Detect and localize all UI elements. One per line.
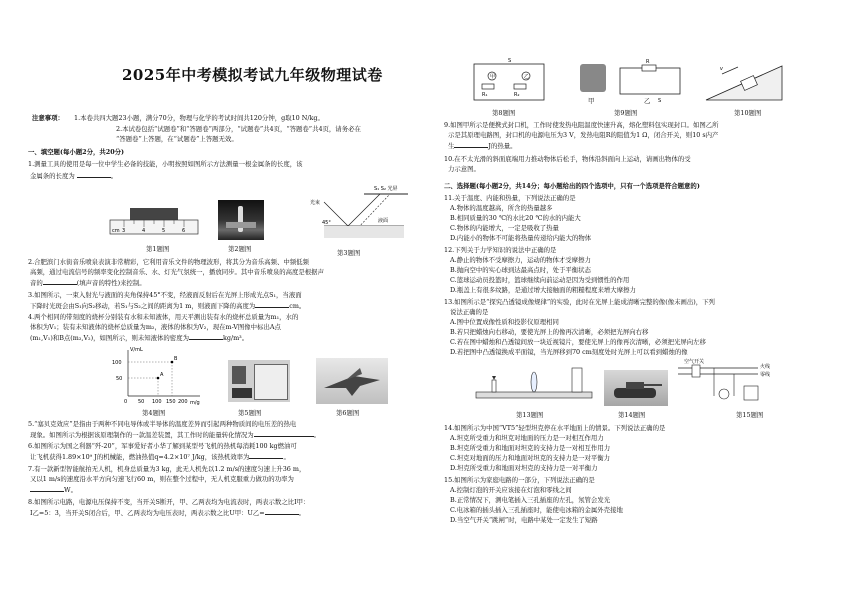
q7-line1: 7.有一款新型智能航拍无人机，机身总质量为3 kg，此无人机先以1.2 m/s的速度匀速上升36 m， (28, 465, 306, 473)
q7-answer-blank[interactable] (30, 485, 64, 492)
q13-stem-line1: 13.如图所示是“探究凸透镜成像规律”的实验，此时在光屏上能成清晰完整的像(像未画出)，下列 (444, 298, 715, 306)
q6-answer-blank[interactable] (249, 452, 283, 459)
figure5-device-photo (228, 360, 290, 402)
point-b-label: B (174, 356, 178, 362)
ruler-tick: 5 (162, 228, 166, 234)
figure2-fountain-photo (218, 200, 264, 240)
angle-label: 45° (322, 220, 331, 226)
q4-text: (m₁,V₁)和B点(m₂,V₂)，如图所示，则未知液体的密度为 (30, 334, 189, 342)
q10-line1: 10.在不太光滑的斜面底端用力推动物体后松手，物体沿斜面向上运动，请画出物体的受 (444, 155, 691, 163)
q4-answer-blank[interactable] (189, 333, 223, 340)
graph-ytick: 100 (112, 360, 122, 366)
q2-line1: 2.合肥滨门水街音乐喷泉表演非常精彩，它利用音乐文件的物理波形，将其分为音乐高频、中频低频 (28, 258, 309, 266)
figure3-reflection (304, 180, 414, 246)
q4-line3 (30, 333, 248, 343)
figure9-circuit (614, 58, 694, 102)
q9-line2: 示是其原理电路图，封口机的电源电压为3 V，发热电阻R的阻值为1 Ω，闭合开关，则10 s内产 (448, 131, 719, 139)
q4-line1: 4.两个相同的带刻度的烧杯分别装有水和未知液体，用天平测出装有水的烧杯总质量为m₁，水的 (28, 313, 299, 321)
graph-ytick: 50 (116, 376, 123, 382)
figure2-caption: 第2题图 (228, 245, 252, 253)
q1-line1: 1.测量工具的使用是每一位中学生必备的技能，小明按照如图所示方法测量一根金属条的长度，该 (28, 160, 303, 168)
ruler-tick: 4 (142, 228, 146, 234)
notice-label: 注意事项： (32, 114, 64, 122)
graph-ylabel: V/mL (130, 347, 143, 353)
q5-line1: 5.“塞贝克效应”是指由于两种不同电导体或半导体的温度差异而引起两种物质间的电压差的热电 (28, 420, 297, 428)
q6-line2 (30, 452, 290, 462)
figure14-tank-photo (604, 370, 668, 406)
notice-line1: 1.本卷共四大题23小题，满分70分，物理与化学的考试时间共120分钟，g取10 N/kg。 (74, 114, 324, 122)
figure9-caption: 第9题图 (614, 109, 638, 117)
switch-label: S (508, 58, 512, 64)
section1-heading: 一、填空题(每小题2分，共20分) (28, 148, 125, 156)
q2-line2: 高频，通过电流信号的频率变化控制音乐、水、灯光气氛统一，播放同步。其中音乐喷泉的高度是根据声 (30, 268, 324, 276)
section2-heading: 二、选择题(每小题2分，共14分；每小题给出的四个选项中，只有一个选项是符合题意的) (444, 182, 700, 190)
point-a-label: A (160, 372, 164, 378)
r1-label: R₁ (482, 92, 488, 98)
q15-option[interactable]: B.正常情况下，测电笔插入三孔插座的左孔，氖管会发光 (450, 496, 611, 504)
q5-text: 现象。如图所示为根据该原理制作的一款温差装置，其工作时的能量转化情况为 (30, 431, 254, 439)
point-b-marker (171, 361, 174, 364)
q10-line2: 力示意图。 (448, 165, 480, 173)
q15-stem: 15.如图所示为家庭电路的一部分，下列说法正确的是 (444, 476, 595, 484)
figure1-caption: 第1题图 (146, 245, 170, 253)
q11-option[interactable]: A.物体的温度越高，所含的热量越多 (450, 204, 553, 212)
q7-line3 (30, 485, 77, 495)
fig9-jia: 甲 (588, 97, 595, 105)
figure15-caption: 第15题图 (736, 411, 764, 419)
figure4-mv-graph (104, 344, 204, 406)
screen-label: S₁ S₂ 光屏 (374, 186, 398, 192)
notice-line3: “答题卷”上答题，在“试题卷”上答题无效。 (116, 135, 238, 143)
ruler-unit: cm (112, 228, 120, 234)
graph-xtick: 200 (178, 399, 188, 405)
figure8-caption: 第8题图 (492, 109, 516, 117)
live-wire-label: 火线 (760, 364, 771, 370)
q3-text: cm。 (289, 302, 306, 310)
meter-jia: 甲 (490, 74, 496, 80)
q3-answer-blank[interactable] (255, 301, 289, 308)
q9-line1: 9.如图甲所示是便携式封口机，工作时使发热电阻温度快速升高，熔化塑料包实现封口。如图乙所 (444, 121, 719, 129)
q4-line2: 体积为V₁；装有未知液体的烧杯总质量为m₂，液体的体积为V₂，现在m-V图像中标出A点 (30, 323, 281, 331)
q12-option[interactable]: A.静止的物体不受摩擦力，运动的物体才受摩擦力 (450, 256, 591, 264)
q13-stem-line2: 说法正确的是 (450, 308, 489, 316)
meter-yi: 乙 (524, 74, 530, 80)
figure13-caption: 第13题图 (516, 411, 544, 419)
q2-text: 音的 (30, 279, 43, 287)
liquid-label: 液面 (378, 218, 389, 224)
graph-xtick: 0 (124, 399, 128, 405)
q12-option[interactable]: D.瓶盖上有很多纹路，是通过增大接触面的粗糙程度来增大摩擦力 (450, 286, 636, 294)
q13-option[interactable]: C.若在图中蜡烛和凸透镜间放一块近视镜片，要使光屏上的像再次清晰，必须把光屏向左移 (450, 338, 706, 346)
q9-text: 生 (448, 142, 455, 150)
q2-line3 (30, 278, 146, 288)
figure15-household-circuit (674, 356, 786, 408)
ruler-tick: 6 (182, 228, 186, 234)
q14-stem: 14.如图所示为中国“VT5”轻型坦克停在水平地面上的情景。下列说法正确的是 (444, 424, 666, 432)
fig9-yi: 乙 (644, 97, 651, 105)
q3-line1: 3.如图所示，一束入射光与液面的夹角保持45°不变，经液面反射后在光屏上形成光点S₁，当液面 (28, 291, 302, 299)
q3-text: 下降时光斑会由S₁向S₂移动，若S₁与S₂之间的距离为1 m，则液面下降的高度为 (30, 302, 256, 310)
q15-option[interactable]: D.当空气开关“跳闸”时，电路中某处一定发生了短路 (450, 516, 598, 524)
q7-text: W。 (64, 486, 77, 494)
air-switch-label: 空气开关 (684, 359, 705, 365)
graph-xtick: 100 (152, 399, 162, 405)
q15-option[interactable]: A.控制灯泡的开关应该接在灯泡和零线之间 (450, 486, 572, 494)
q6-line1: 6.如图所示为国之利器“歼-20”，军事爱好者小华了解到某型号飞机的热机每消耗100 kg燃油可 (28, 442, 297, 450)
q1-line2: 金属条的长度为 。 (30, 172, 118, 180)
q4-text: kg/m³。 (222, 334, 249, 342)
q11-option[interactable]: B.相同质量的30 ℃的水比20 ℃的水的内能大 (450, 214, 581, 222)
q1-text: 金属条的长度为 (30, 172, 75, 180)
q5-line2 (30, 430, 320, 440)
figure10-incline (702, 58, 786, 104)
q8-answer-blank[interactable] (265, 508, 299, 515)
figure3-caption: 第3题图 (337, 249, 361, 257)
q9-answer-blank[interactable] (454, 141, 488, 148)
q9-text: J的热量。 (488, 142, 517, 150)
notice-line2: 2.本试卷包括“试题卷”和“答题卷”两部分，“试题卷”共4页，“答题卷”共4页，请务必在 (116, 125, 361, 133)
q3-line2 (30, 301, 305, 311)
q11-option[interactable]: D.内能小的物体不可能将热量传递给内能大的物体 (450, 234, 592, 242)
metal-bar (130, 208, 178, 220)
q8-line1: 8.如图所示电路，电源电压保持不变，当开关S断开，甲、乙两表均为电流表时，两表示数之比I甲： (28, 498, 310, 506)
q13-option[interactable]: B.若只把蜡烛向右移动，要使光屏上的像再次清晰，必须把光屏向右移 (450, 328, 649, 336)
q8-line2 (30, 508, 305, 518)
q9-line3 (448, 141, 517, 151)
figure6-jet-photo (316, 358, 388, 404)
q12-option[interactable]: C.篮球运动员投篮时，篮球继续向前运动是因为受到惯性的作用 (450, 276, 630, 284)
graph-xtick: 150 (166, 399, 176, 405)
ruler-tick: 3 (122, 228, 126, 234)
jet-icon (316, 358, 388, 404)
q7-line2: 又以1 m/s的速度沿水平方向匀速飞行60 m，则在整个过程中，无人机克服重力做功的功率为 (30, 475, 294, 483)
svg-text:v: v (720, 66, 723, 72)
figure13-optical-bench (472, 358, 596, 408)
figure1-ruler (104, 196, 204, 242)
q12-option[interactable]: B.抛向空中的实心球到达最高点时，处于平衡状态 (450, 266, 591, 274)
figure6-caption: 第6题图 (336, 409, 360, 417)
q13-option[interactable]: D.若把图中凸透镜换成平面镜，当光屏移到70 cm刻度处时光屏上可以看到蜡烛的像 (450, 348, 688, 356)
q5-text: 。 (313, 431, 321, 439)
q14-option[interactable]: A.坦克所受重力和坦克对地面的压力是一对相互作用力 (450, 434, 604, 442)
q14-option[interactable]: C.坦克对地面的压力和地面对坦克的支持力是一对平衡力 (450, 454, 611, 462)
q8-text: I乙=5：3，当开关S闭合后，甲、乙两表均为电压表时，两表示数之比U甲：U乙= (30, 509, 265, 517)
figure8-circuit (468, 56, 552, 106)
graph-xtick: 50 (138, 399, 145, 405)
figure5-caption: 第5题图 (238, 409, 262, 417)
q2-answer-blank[interactable] (43, 278, 77, 285)
q5-answer-blank[interactable] (254, 430, 314, 437)
figure14-caption: 第14题图 (618, 411, 646, 419)
s-label: S (658, 98, 662, 102)
graph-xlabel: m/g (190, 400, 200, 406)
q13-option[interactable]: A.图中位置成像性质和投影仪原理相同 (450, 318, 559, 326)
q2-text: (填声音的特性)来控制。 (76, 279, 146, 287)
q15-option[interactable]: C.电冰箱的插头插入三孔插座时，能使电冰箱的金属外壳接地 (450, 506, 623, 514)
q6-text: 让飞机获得1.89×10⁹ J的机械能，燃油热值q=4.2×10⁷ J/kg，该热机效率为 (30, 453, 250, 461)
r-label: R (646, 59, 650, 65)
q12-stem: 12.下列关于力学知识的说法中正确的是 (444, 246, 557, 254)
figure10-caption: 第10题图 (734, 109, 762, 117)
q6-text: 。 (283, 453, 290, 461)
q8-text: 。 (298, 509, 306, 517)
neutral-wire-label: 零线 (760, 372, 771, 378)
q11-option[interactable]: C.物体的内能增大，一定是吸收了热量 (450, 224, 559, 232)
figure4-caption: 第4题图 (142, 409, 166, 417)
page-title: 2025年中考模拟考试九年级物理试卷 (122, 66, 383, 84)
point-a-marker (157, 377, 160, 380)
q14-option[interactable]: D.坦克所受重力和地面对坦克的支持力是一对平衡力 (450, 464, 598, 472)
q1-answer-blank[interactable] (77, 171, 111, 178)
q11-stem: 11.关于温度、内能和热量，下列说法正确的是 (444, 194, 576, 202)
q14-option[interactable]: B.坦克所受重力和地面对坦克的支持力是一对相互作用力 (450, 444, 611, 452)
tank-icon (604, 370, 668, 406)
figure9-sealer-photo (580, 64, 606, 92)
light-label: 光束 (310, 200, 321, 206)
r2-label: R₂ (514, 92, 520, 98)
